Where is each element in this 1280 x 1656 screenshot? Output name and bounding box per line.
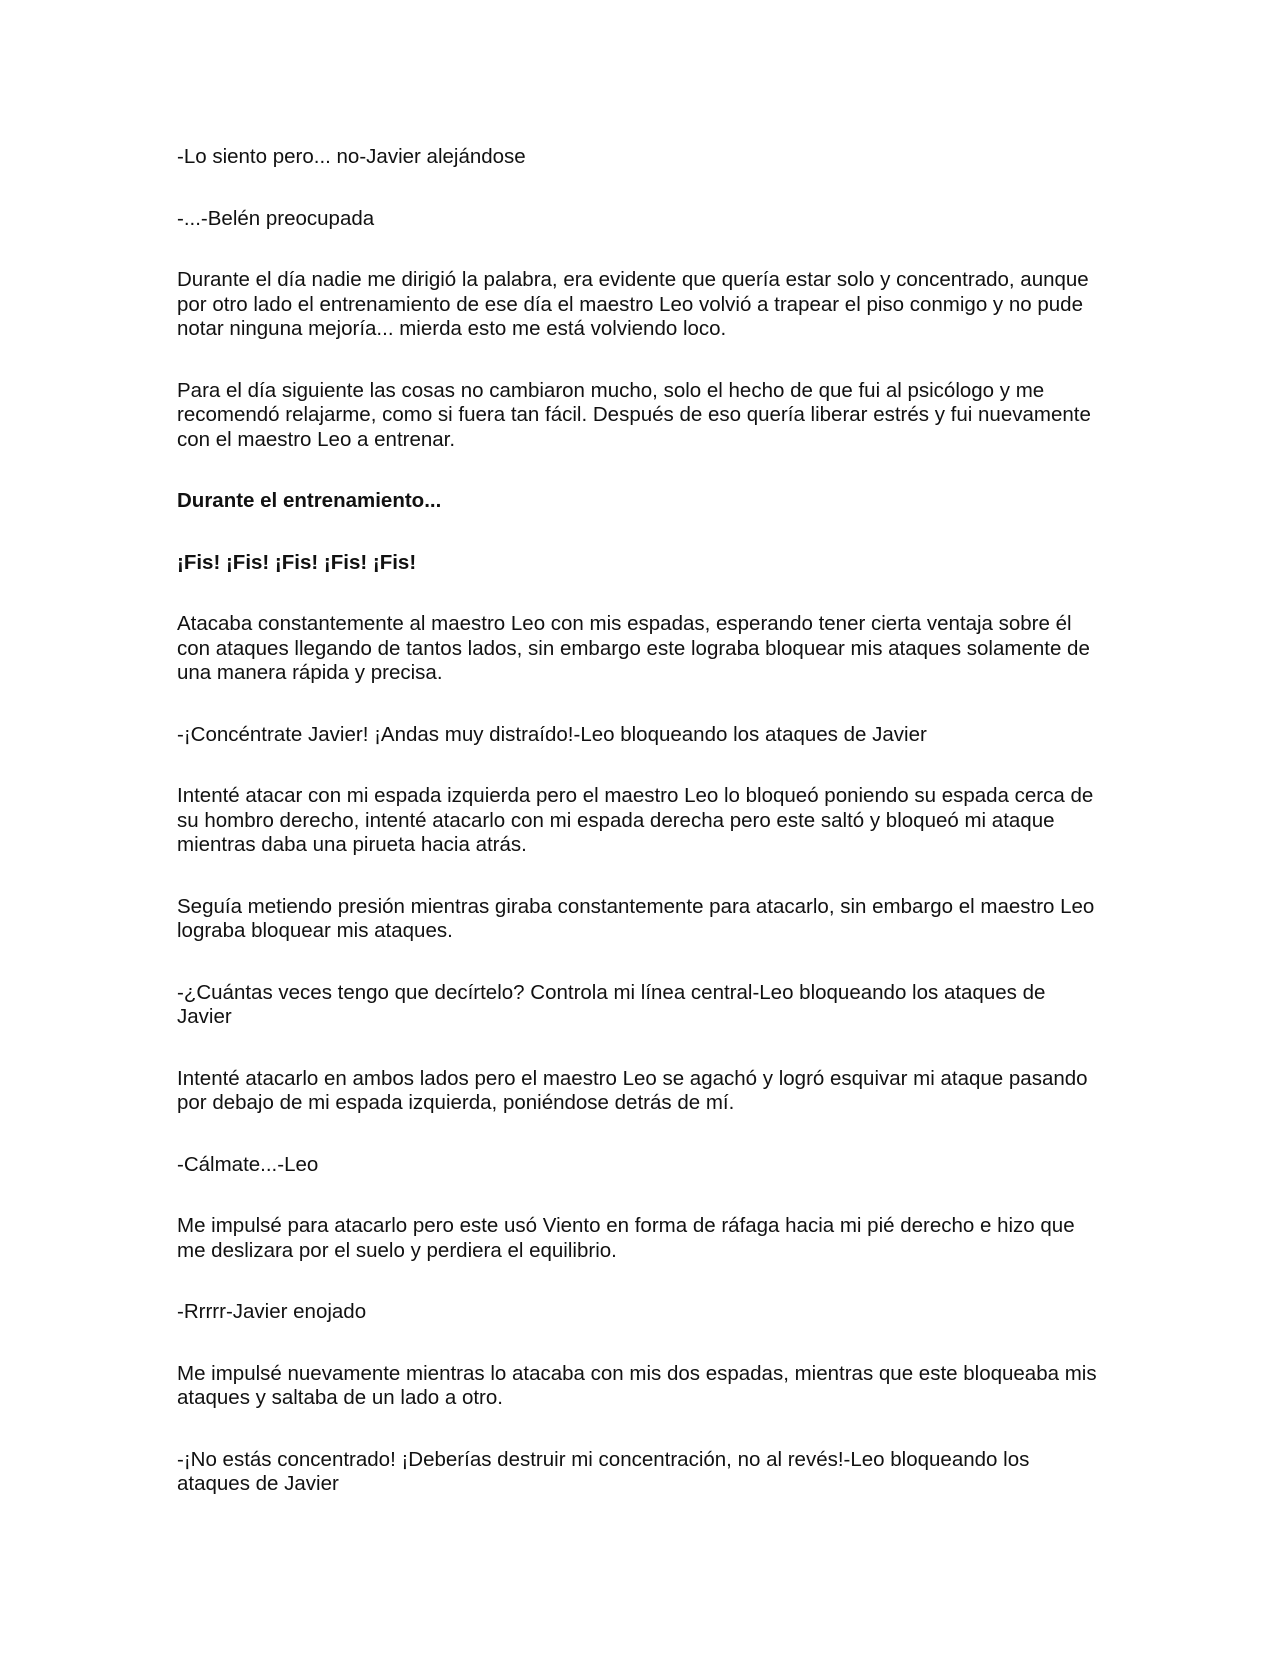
narrative-paragraph: Me impulsé nuevamente mientras lo atacaba con mis dos espadas, mientras que este bloqueaba mis ataques y saltaba de un lado a otro. xyxy=(177,1361,1097,1409)
narrative-paragraph: Me impulsé para atacarlo pero este usó Viento en forma de ráfaga hacia mi pié derecho e hizo que me deslizara por el suelo y perdiera el equilibrio. xyxy=(177,1214,1075,1262)
dialogue-line: -¡No estás concentrado! ¡Deberías destruir mi concentración, no al revés!-Leo bloqueando los ataques de Javier xyxy=(177,1447,1030,1495)
document-body xyxy=(177,145,1097,1534)
dialogue-line: -Cálmate...-Leo xyxy=(177,1152,319,1176)
dialogue-line: -¡Concéntrate Javier! ¡Andas muy distraído!-Leo bloqueando los ataques de Javier xyxy=(177,722,927,746)
narrative-paragraph: Atacaba constantemente al maestro Leo con mis espadas, esperando tener cierta ventaja sobre él con ataques llegando de tantos lados, sin embargo este lograba bloquear mis ataques solamente de una manera rápida y precisa. xyxy=(177,612,1090,684)
narrative-paragraph: Intenté atacar con mi espada izquierda pero el maestro Leo lo bloqueó poniendo su espada cerca de su hombro derecho, intenté atacarlo con mi espada derecha pero este saltó y bloqueó mi ataque mientras daba una pirueta hacia atrás. xyxy=(177,784,1094,856)
narrative-paragraph: Seguía metiendo presión mientras giraba constantemente para atacarlo, sin embargo el maestro Leo lograba bloquear mis ataques. xyxy=(177,894,1095,942)
narrative-paragraph: Durante el día nadie me dirigió la palabra, era evidente que quería estar solo y concentrado, aunque por otro lado el entrenamiento de ese día el maestro Leo volvió a trapear el piso conmigo y no pude notar ninguna mejoría... mierda esto me está volviendo loco. xyxy=(177,268,1089,340)
dialogue-line: -...-Belén preocupada xyxy=(177,206,375,230)
dialogue-line: -Rrrrr-Javier enojado xyxy=(177,1300,367,1323)
narrative-paragraph: Para el día siguiente las cosas no cambiaron mucho, solo el hecho de que fui al psicólogo y me recomendó relajarme, como si fuera tan fácil. Después de eso quería liberar estrés y fui nuevamente con el maestro Leo a entrenar. xyxy=(177,378,1091,451)
dialogue-line: -Lo siento pero... no-Javier alejándose xyxy=(177,145,526,168)
dialogue-line: -¿Cuántas veces tengo que decírtelo? Controla mi línea central-Leo bloqueando los ataques de Javier xyxy=(177,980,1046,1028)
narrative-paragraph: Intenté atacarlo en ambos lados pero el maestro Leo se agachó y logró esquivar mi ataque pasando por debajo de mi espada izquierda, poniéndose detrás de mí. xyxy=(177,1066,1088,1114)
sound-effect-line: ¡Fis! ¡Fis! ¡Fis! ¡Fis! ¡Fis! xyxy=(177,550,417,574)
scene-heading: Durante el entrenamiento... xyxy=(177,489,442,512)
